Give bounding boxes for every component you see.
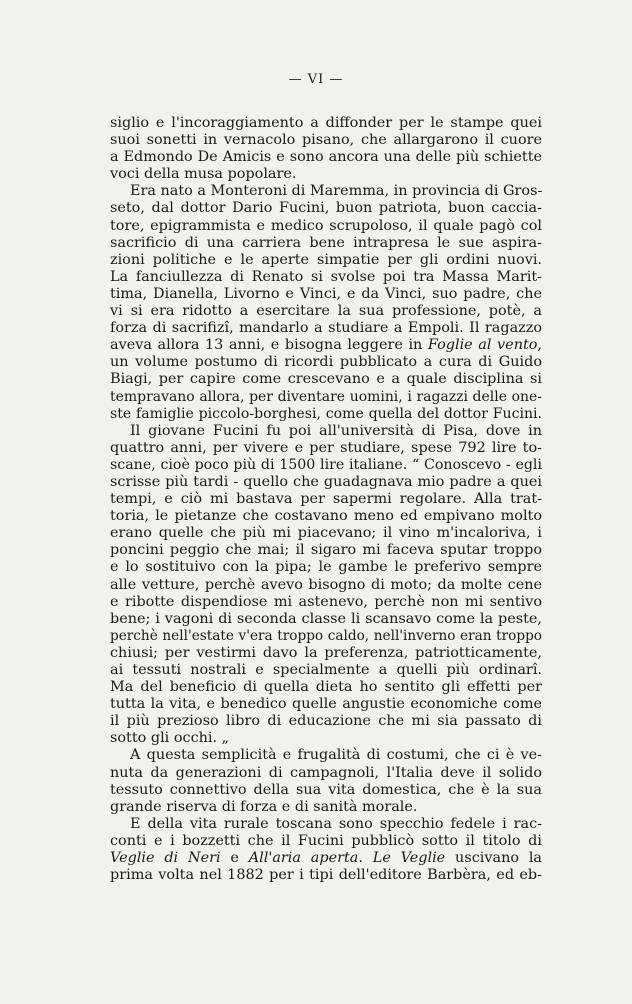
text-line: prima volta nel 1882 per i tipi dell'editore Barbèra, ed eb- [110,867,542,884]
text-line: chiusi; per vestirmi davo la preferenza, patriotticamente, [110,644,542,661]
text-line: il più prezioso libro di educazione che mi sia passato di [110,713,542,730]
text-line: perchè nell'estate v'era troppo caldo, nell'inverno eran troppo [110,627,542,644]
text-line: tima, Dianella, Livorno e Vinci, e da Vinci, suo padre, che [110,285,542,302]
text-line: Era nato a Monteroni di Maremma, in provincia di Gros- [130,183,543,200]
text-line: forza di sacrifizî, mandarlo a studiare a Empoli. Il ragazzo [110,320,542,337]
text-line: alle vetture, perchè avevo bisogno di moto; da molte cene [110,576,542,593]
text-line: erano quelle che più mi piacevano; il vino m'incaloriva, i [110,525,542,542]
text-line: seto, dal dottor Dario Fucini, buon patriota, buon caccia- [110,200,542,217]
text-line: suoi sonetti in vernacolo pisano, che allargarono il cuore [110,132,542,149]
text-line: vi si era ridotto a esercitare la sua professione, potè, a [110,303,542,320]
text-line: e ribotte dispendiose mi astenevo, perchè non mi sentivo [110,593,542,610]
text-line: scane, cioè poco più di 1500 lire italiane. “ Conoscevo - egli [110,456,542,473]
text-line: Ma del beneficio di quella dieta ho sentito gli effetti per [110,679,542,696]
text-line: toria, le pietanze che costavano meno ed empivano molto [110,508,542,525]
text-line: Il giovane Fucini fu poi all'università di Pisa, dove in [130,422,542,439]
text-line: ai tessuti nostrali e specialmente a quelli più ordinarî. [110,662,542,678]
text-line: aveva allora 13 anni, e bisogna leggere in Foglie al vento, [110,337,542,354]
text-line: zioni politiche e le aperte simpatie per gli ordini nuovi. [110,251,542,268]
text-line: bene; i vagoni di seconda classe li scansavo come la peste, [110,610,542,627]
text-line: La fanciullezza di Renato si svolse poi tra Massa Marit- [110,268,542,285]
text-line: un volume postumo di ricordi pubblicato a cura di Guido [110,354,542,371]
text-line: e lo sostituivo con la pipa; le gambe le preferivo sempre [110,559,542,576]
text-line: A questa semplicità e frugalità di costumi, che ci è ve- [130,747,542,764]
text-line: nuta da generazioni di campagnoli, l'Italia deve il solido [110,764,542,781]
text-line: tempi, e ciò mi bastava per sapermi regolare. Alla trat- [110,491,542,508]
page-number: — VI — [288,72,344,87]
text-line: scrisse più tardi - quello che guadagnava mio padre a quei [110,473,542,490]
text-line: sotto gli occhi. „ [110,730,230,747]
text-line: quattro anni, per vivere e per studiare, spese 792 lire to- [110,439,542,456]
text-line: Veglie di Neri e All'aria aperta. Le Veglie uscivano la [110,850,543,867]
text-line: sacrificio di una carriera bene intrapresa le sue aspira- [110,234,542,251]
text-line: a Edmondo De Amicis e sono ancora una delle più schiette [110,149,542,166]
text-line: tempravano allora, per diventare uomini, i ragazzi delle one- [110,388,542,405]
body-text [110,115,542,884]
text-line: conti e i bozzetti che il Fucini pubblicò sotto il titolo di [110,832,542,849]
text-line: Biagi, per capire come crescevano e a quale disciplina si [110,371,542,388]
text-line: grande riserva di forza e di sanità morale. [110,798,418,815]
text-line: poncini peggio che mai; il sigaro mi faceva sputar troppo [110,542,542,559]
text-line: ste famiglie piccolo-borghesi, come quella del dottor Fucini. [110,405,542,422]
text-line: siglio e l'incoraggiamento a diffonder per le stampe quei [110,115,542,131]
text-line: tutta la vita, e benedico quelle angustie economiche come [110,696,542,713]
text-line: tessuto connettivo della sua vita domestica, che è la sua [110,781,542,798]
text-line: E della vita rurale toscana sono specchio fedele i rac- [130,815,542,832]
text-line: tore, epigrammista e medico scrupoloso, il quale pagò col [110,217,542,234]
text-line: voci della musa popolare. [110,166,297,183]
